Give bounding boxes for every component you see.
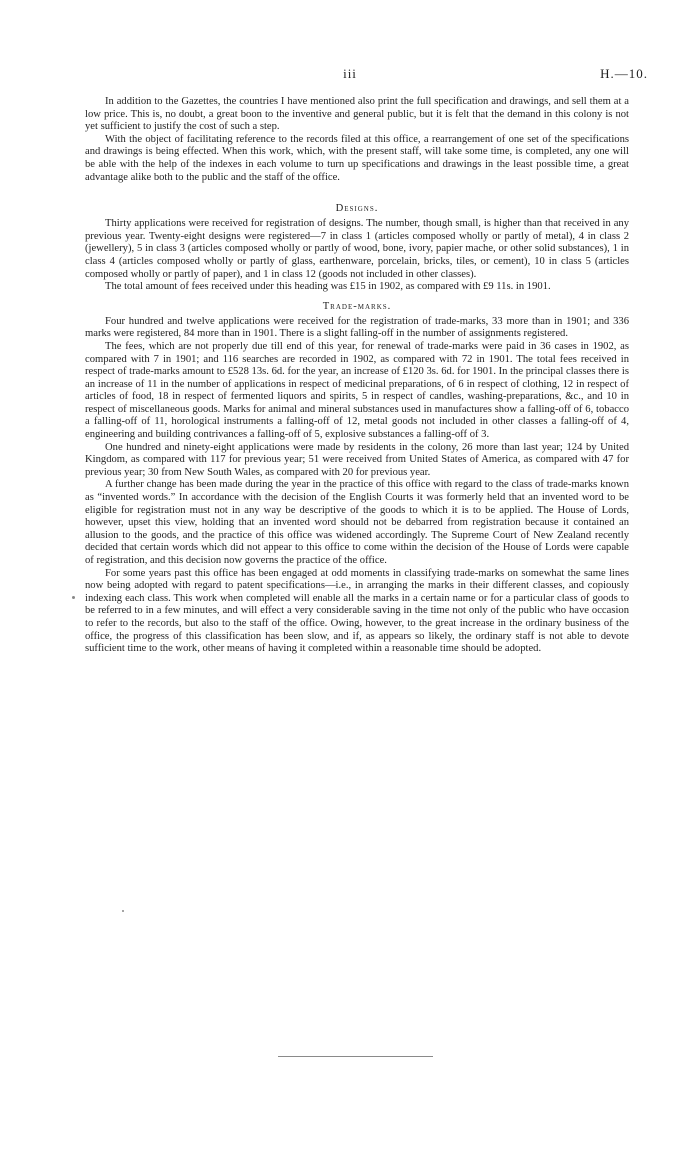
designs-paragraph-1: Thirty applications were received for registration of designs. The number, though small, is higher than that received in any previous year. Twenty-eight designs were registered—7 in class 1 (articles composed wholly or partly of metal), 4 in class 2 (jewellery), 5 in class 3 (articles composed wholly or partly of wood, bone, ivory, papier mache, or other solid substances), 1 in class 4 (articles composed wholly or partly of glass, earthenware, porcelain, bricks, tiles, or cement), 10 in class 5 (articles composed wholly or partly of paper), and 1 in class 12 (goods not included in other classes).	[85, 218, 629, 280]
intro-paragraph-1: In addition to the Gazettes, the countries I have mentioned also print the full specification and drawings, and sell them at a low price. This is, no doubt, a great boon to the inventive and general public, but it is felt that the demand in this colony is not yet sufficient to justify the cost of such a step.	[85, 96, 629, 133]
designs-heading: Designs.	[335, 203, 379, 215]
trade-marks-paragraph-1: Four hundred and twelve applications were received for the registration of trade-marks, 33 more than in 1901; and 336 marks were registered, 84 more than in 1901. There is a slight falling-off in the number of assignments registered.	[85, 315, 629, 340]
footer-rule	[278, 1056, 433, 1057]
trade-marks-paragraph-3: One hundred and ninety-eight applications were made by residents in the colony, 26 more than last year; 124 by United Kingdom, as compared with 117 for previous year; 51 were received from United States of America, as compared with 47 for previous year; 30 from New South Wales, as compared with 20 for previous year.	[85, 441, 629, 478]
trade-marks-paragraph-4: A further change has been made during the year in the practice of this office with regard to the class of trade-marks known as “invented words.” In accordance with the decision of the English Courts it was formerly held that an invented word to be eligible for registration must not in any way be descriptive of the goods to which it is to be applied. The House of Lords, however, upset this view, holding that an invented word should not be debarred from registration because it contained an allusion to the goods, and the practice of this office was widened accordingly. The Supreme Court of New Zealand recently decided that certain words which did not appear to this office to come within the decision of the House of Lords were capable of registration, and this decision now governs the practice of the office.	[85, 479, 629, 566]
page-header	[0, 64, 700, 84]
trade-marks-paragraph-2: The fees, which are not properly due till end of this year, for renewal of trade-marks were paid in 36 cases in 1902, as compared with 7 in 1901; and 116 searches are recorded in 1902, as compared with 72 in 1901. The total fees received in respect of trade-marks amount to £528 13s. 6d. for the year, an increase of £120 3s. 6d. for 1901. In the principal classes there is an increase of 11 in the number of applications in respect of medicinal preparations, of 6 in respect of clothing, 12 in respect of articles of food, 18 in respect of fermented liquors and spirits, 5 in respect of candles, washing-preparations, &c., and 10 in respect of miscellaneous goods. Marks for animal and mineral substances used in manufactures show a falling-off of 6, tobacco a falling-off of 11, horological instruments a falling-off of 12, metal goods not included in other classes a falling-off of 4, engineering and building contrivances a falling-off of 5, explosive substances a falling-off of 3.	[85, 340, 629, 441]
document-body	[85, 96, 629, 656]
page-number: iii	[343, 66, 357, 81]
document-reference: H.—10.	[600, 66, 648, 81]
ink-speck	[72, 596, 75, 599]
ink-speck	[122, 910, 124, 912]
trade-marks-heading: Trade-marks.	[322, 300, 392, 312]
trade-marks-paragraph-5: For some years past this office has been engaged at odd moments in classifying trade-marks on somewhat the same lines now being adopted with regard to patent specifications—i.e., in arranging the marks in their different classes, and copiously indexing each class. This work when completed will enable all the marks in a certain name or for a particular class of goods to be referred to in a few minutes, and will effect a very considerable saving in the time not only of the public who have occasion to refer to the records, but also to the staff of the office. Owing, however, to the great increase in the ordinary business of the office, the progress of this classification has been slow, and if, as appears so likely, the ordinary staff is not able to devote sufficient time to the work, other means of having it completed within a reasonable time should be adopted.	[85, 567, 629, 655]
intro-paragraph-2: With the object of facilitating reference to the records filed at this office, a rearrangement of one set of the specifications and drawings is being effected. When this work, which, with the present staff, will take some time, is completed, any one will be able with the help of the indexes in each volume to turn up specifications and drawings in the least possible time, a great advantage alike both to the public and the staff of the office.	[85, 133, 629, 183]
designs-paragraph-2: The total amount of fees received under this heading was £15 in 1902, as compared with £9 11s. in 1901.	[105, 281, 551, 293]
